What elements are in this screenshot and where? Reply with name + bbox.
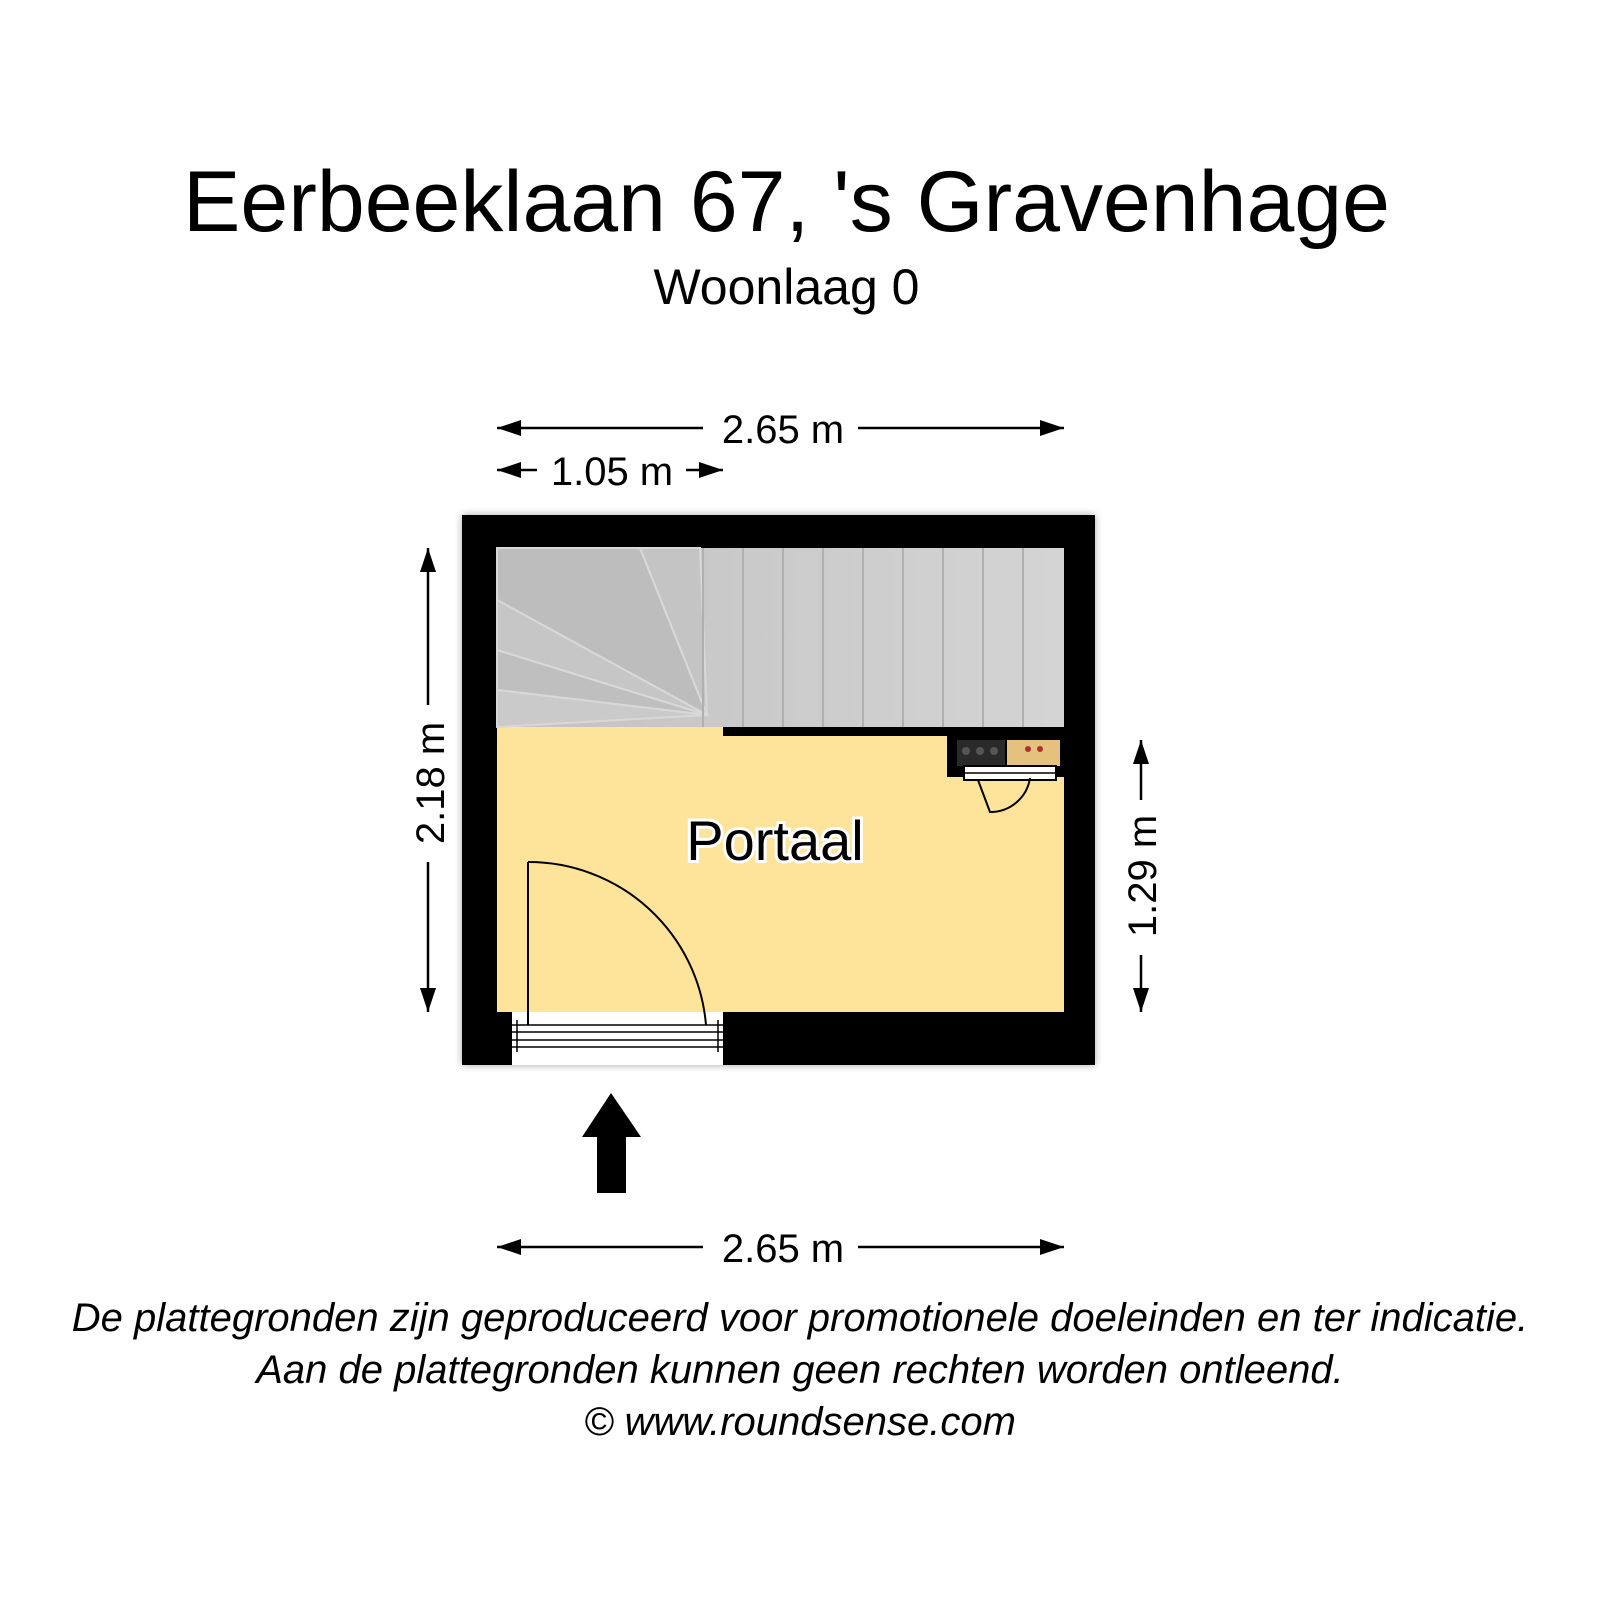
svg-text:2.18 m: 2.18 m (409, 721, 453, 845)
dimension-left-height (409, 548, 453, 1012)
dimension-top-partial (497, 450, 723, 494)
dimension-bottom-total (497, 1227, 1064, 1271)
svg-text:1.05 m: 1.05 m (550, 450, 674, 494)
disclaimer-line-1: De plattegronden zijn geproduceerd voor promotionele doeleinden en ter indicatie. (71, 1296, 1529, 1340)
page-title: Eerbeeklaan 67, 's Gravenhage (183, 154, 1390, 250)
staircase (497, 548, 1064, 736)
svg-text:2.65 m: 2.65 m (721, 408, 845, 452)
dimension-right-height (1121, 740, 1165, 1012)
disclaimer-line-2: Aan de plattegronden kunnen geen rechten worden ontleend. (256, 1348, 1344, 1392)
arrow-up-icon (582, 1093, 641, 1193)
room-label-portaal: Portaal (686, 809, 864, 872)
dimension-top-total (497, 408, 1064, 452)
copyright-line: © www.roundsense.com (584, 1400, 1016, 1444)
disclaimer (0, 1292, 1600, 1448)
svg-text:1.29 m: 1.29 m (1121, 814, 1165, 938)
svg-text:2.65 m: 2.65 m (721, 1227, 845, 1271)
floor-subtitle: Woonlaag 0 (653, 259, 920, 315)
